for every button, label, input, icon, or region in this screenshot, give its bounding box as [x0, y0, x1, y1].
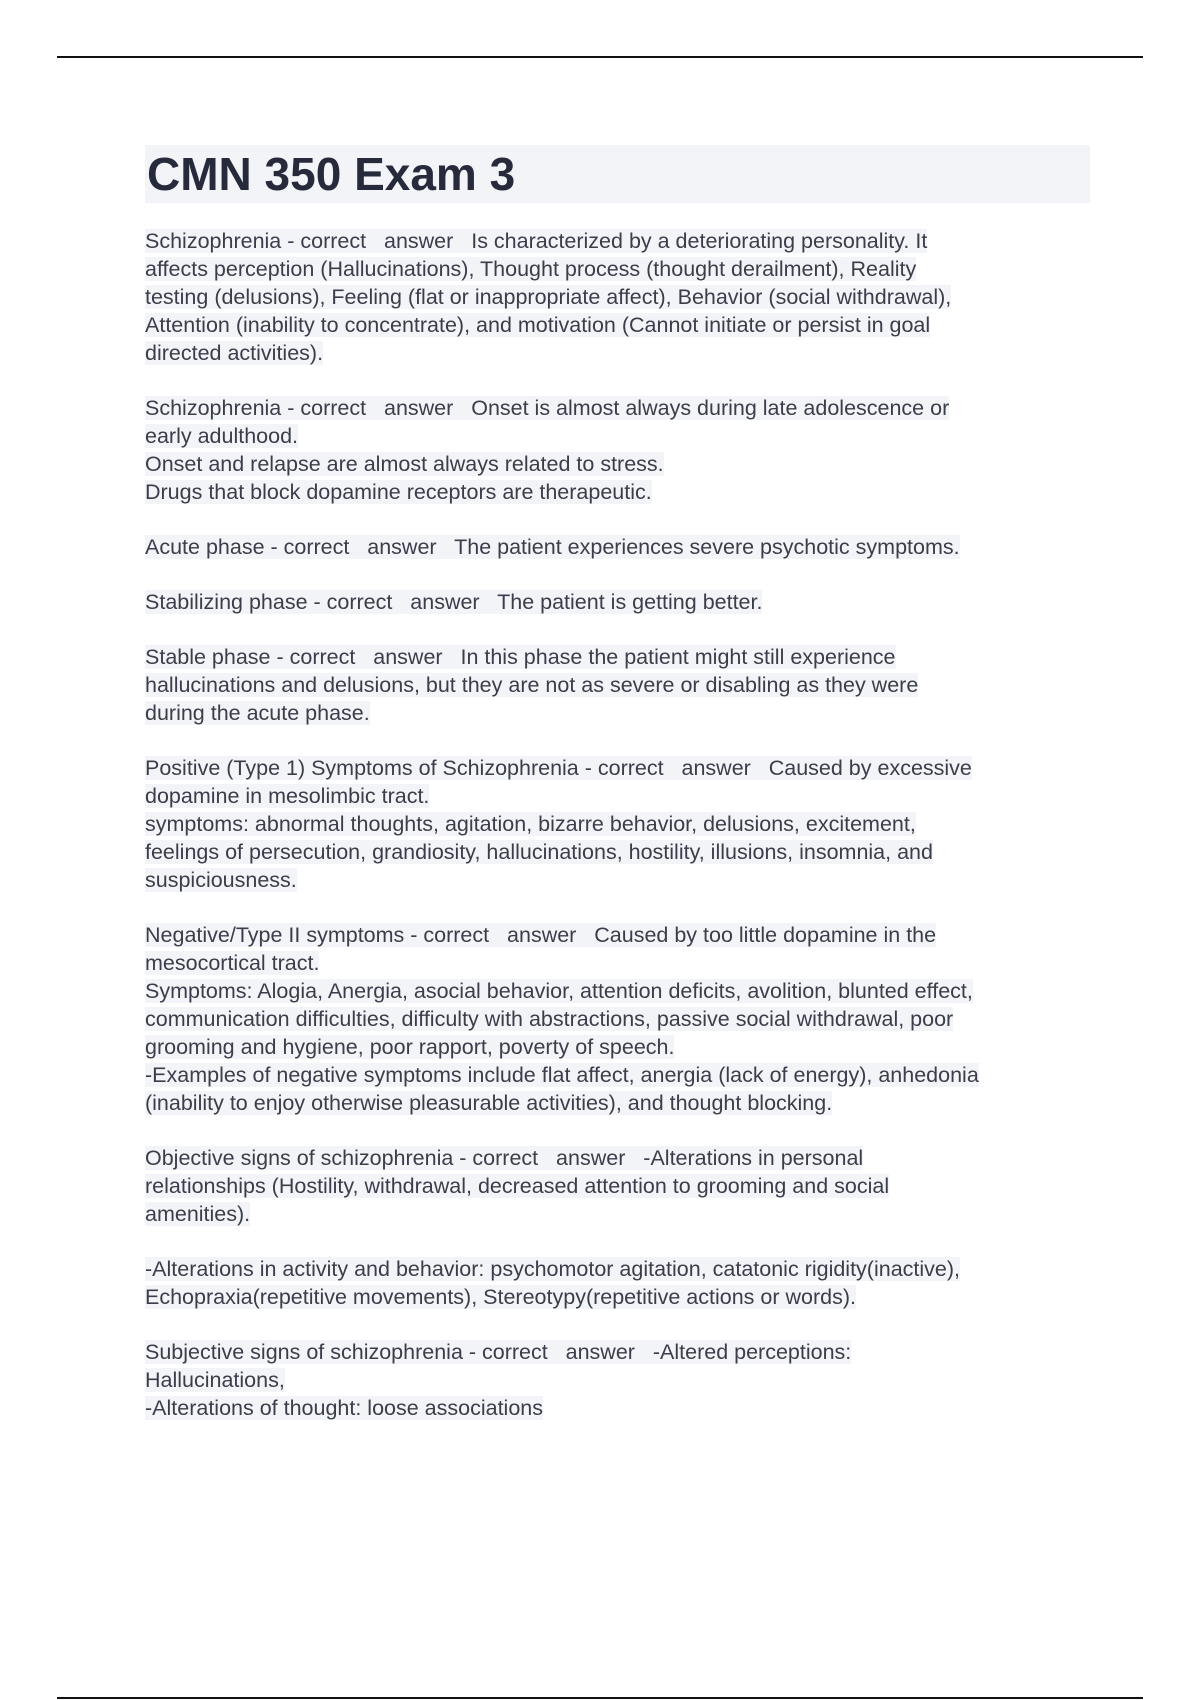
entry-line: Symptoms: Alogia, Anergia, asocial behavior, attention deficits, avolition, blunted effect,: [145, 979, 973, 1003]
entry-line: amenities).: [145, 1202, 251, 1226]
entry-line: Negative/Type II symptoms - correct answer Caused by too little dopamine in the: [145, 923, 937, 947]
flashcard-entry: [145, 588, 1090, 616]
entry-line: -Alterations of thought: loose associations: [145, 1396, 543, 1420]
entry-line: (inability to enjoy otherwise pleasurable activities), and thought blocking.: [145, 1091, 833, 1115]
entry-line: grooming and hygiene, poor rapport, poverty of speech.: [145, 1035, 675, 1059]
flashcard-entry: [145, 1255, 1090, 1311]
entry-line: during the acute phase.: [145, 701, 370, 725]
entry-line: Onset and relapse are almost always related to stress.: [145, 452, 664, 476]
flashcard-entry: [145, 921, 1090, 1117]
entry-line: Objective signs of schizophrenia - correct answer -Alterations in personal: [145, 1146, 864, 1170]
entry-line: hallucinations and delusions, but they are not as severe or disabling as they were: [145, 673, 919, 697]
entry-line: dopamine in mesolimbic tract.: [145, 784, 430, 808]
bottom-rule: [57, 1697, 1143, 1699]
entry-line: affects perception (Hallucinations), Thought process (thought derailment), Reality: [145, 257, 917, 281]
entry-line: -Examples of negative symptoms include flat affect, anergia (lack of energy), anhedonia: [145, 1063, 979, 1087]
flashcard-entry: [145, 1144, 1090, 1228]
flashcard-entry: [145, 1338, 1090, 1422]
entry-line: mesocortical tract.: [145, 951, 320, 975]
flashcard-entry: [145, 643, 1090, 727]
entry-line: Stable phase - correct answer In this phase the patient might still experience: [145, 645, 896, 669]
entry-line: relationships (Hostility, withdrawal, decreased attention to grooming and social: [145, 1174, 890, 1198]
entry-line: early adulthood.: [145, 424, 298, 448]
entry-line: suspiciousness.: [145, 868, 297, 892]
document-title: CMN 350 Exam 3: [145, 145, 1090, 203]
entry-line: Schizophrenia - correct answer Onset is almost always during late adolescence or: [145, 396, 950, 420]
entry-line: Stabilizing phase - correct answer The patient is getting better.: [145, 590, 763, 614]
entry-line: communication difficulties, difficulty with abstractions, passive social withdrawal, poor: [145, 1007, 954, 1031]
entry-line: Drugs that block dopamine receptors are therapeutic.: [145, 480, 652, 504]
document-body: [145, 145, 1090, 1449]
entry-line: Echopraxia(repetitive movements), Stereotypy(repetitive actions or words).: [145, 1285, 856, 1309]
entry-line: Attention (inability to concentrate), and motivation (Cannot initiate or persist in goal: [145, 313, 931, 337]
entry-line: Schizophrenia - correct answer Is characterized by a deteriorating personality. It: [145, 229, 928, 253]
entry-line: Hallucinations,: [145, 1368, 285, 1392]
entry-line: Positive (Type 1) Symptoms of Schizophrenia - correct answer Caused by excessive: [145, 756, 972, 780]
entry-line: Acute phase - correct answer The patient experiences severe psychotic symptoms.: [145, 535, 960, 559]
entry-line: feelings of persecution, grandiosity, hallucinations, hostility, illusions, insomnia, and: [145, 840, 933, 864]
entry-line: symptoms: abnormal thoughts, agitation, bizarre behavior, delusions, excitement,: [145, 812, 916, 836]
flashcard-entry: [145, 754, 1090, 894]
entry-line: directed activities).: [145, 341, 324, 365]
flashcard-entry: [145, 394, 1090, 506]
top-rule: [57, 56, 1143, 58]
entry-line: testing (delusions), Feeling (flat or inappropriate affect), Behavior (social withdrawal),: [145, 285, 952, 309]
entry-line: -Alterations in activity and behavior: psychomotor agitation, catatonic rigidity(inactive),: [145, 1257, 960, 1281]
entry-line: Subjective signs of schizophrenia - correct answer -Altered perceptions:: [145, 1340, 852, 1364]
flashcard-entry: [145, 227, 1090, 367]
flashcard-entry: [145, 533, 1090, 561]
